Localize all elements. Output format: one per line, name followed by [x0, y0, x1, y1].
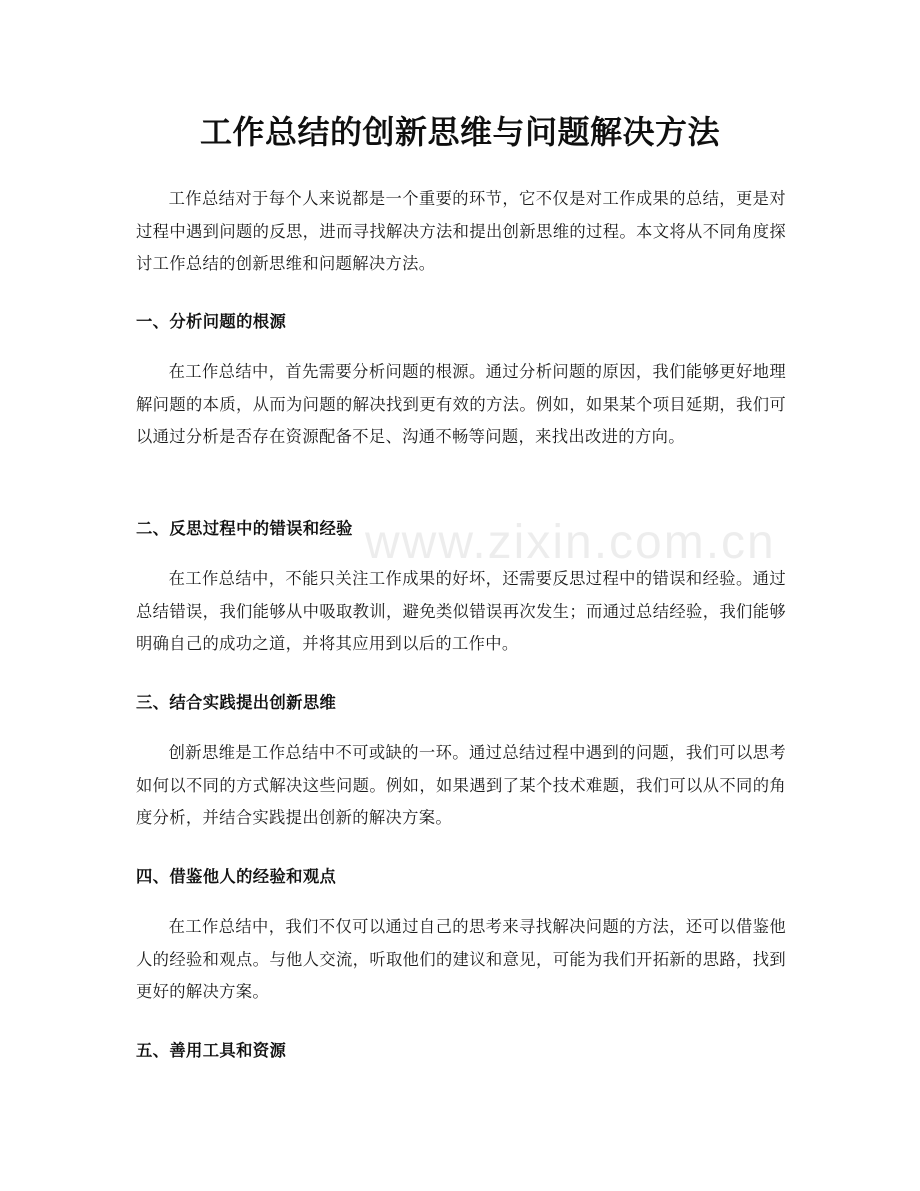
section-paragraph: 在工作总结中，首先需要分析问题的根源。通过分析问题的原因，我们能够更好地理解问题的本质，从而为问题的解决找到更有效的方法。例如，如果某个项目延期，我们可以通过分析是否存在资源配备不足、沟通不畅等问题，来找出改进的方向。 [136, 362, 786, 446]
section-1-body-block [136, 356, 786, 454]
intro-paragraph: 工作总结对于每个人来说都是一个重要的环节，它不仅是对工作成果的总结，更是对过程中遇到问题的反思，进而寻找解决方法和提出创新思维的过程。本文将从不同角度探讨工作总结的创新思维和问题解决方法。 [136, 189, 786, 273]
section-5-heading-block [136, 1039, 786, 1063]
section-heading: 二、反思过程中的错误和经验 [136, 519, 353, 538]
intro-block [136, 183, 786, 281]
section-heading: 四、借鉴他人的经验和观点 [136, 867, 337, 886]
section-paragraph: 在工作总结中，我们不仅可以通过自己的思考来寻找解决问题的方法，还可以借鉴他人的经验和观点。与他人交流，听取他们的建议和意见，可能为我们开拓新的思路，找到更好的解决方案。 [136, 917, 786, 1001]
section-heading: 一、分析问题的根源 [136, 312, 287, 331]
section-paragraph: 在工作总结中，不能只关注工作成果的好坏，还需要反思过程中的错误和经验。通过总结错误，我们能够从中吸取教训，避免类似错误再次发生；而通过总结经验，我们能够明确自己的成功之道，并将其应用到以后的工作中。 [136, 569, 786, 653]
section-3-heading-block [136, 691, 786, 715]
section-heading: 五、善用工具和资源 [136, 1041, 287, 1060]
section-3-body-block [136, 737, 786, 835]
section-paragraph: 创新思维是工作总结中不可或缺的一环。通过总结过程中遇到的问题，我们可以思考如何以不同的方式解决这些问题。例如，如果遇到了某个技术难题，我们可以从不同的角度分析，并结合实践提出创新的解决方案。 [136, 743, 786, 827]
section-1-heading-block [136, 310, 786, 334]
watermark: www.zixin.com.cn [365, 516, 776, 569]
section-2-body-block [136, 563, 786, 661]
section-2-heading-block [136, 517, 786, 541]
section-4-body-block [136, 911, 786, 1009]
section-4-heading-block [136, 865, 786, 889]
page-title: 工作总结的创新思维与问题解决方法 [199, 113, 720, 151]
section-heading: 三、结合实践提出创新思维 [136, 693, 337, 712]
